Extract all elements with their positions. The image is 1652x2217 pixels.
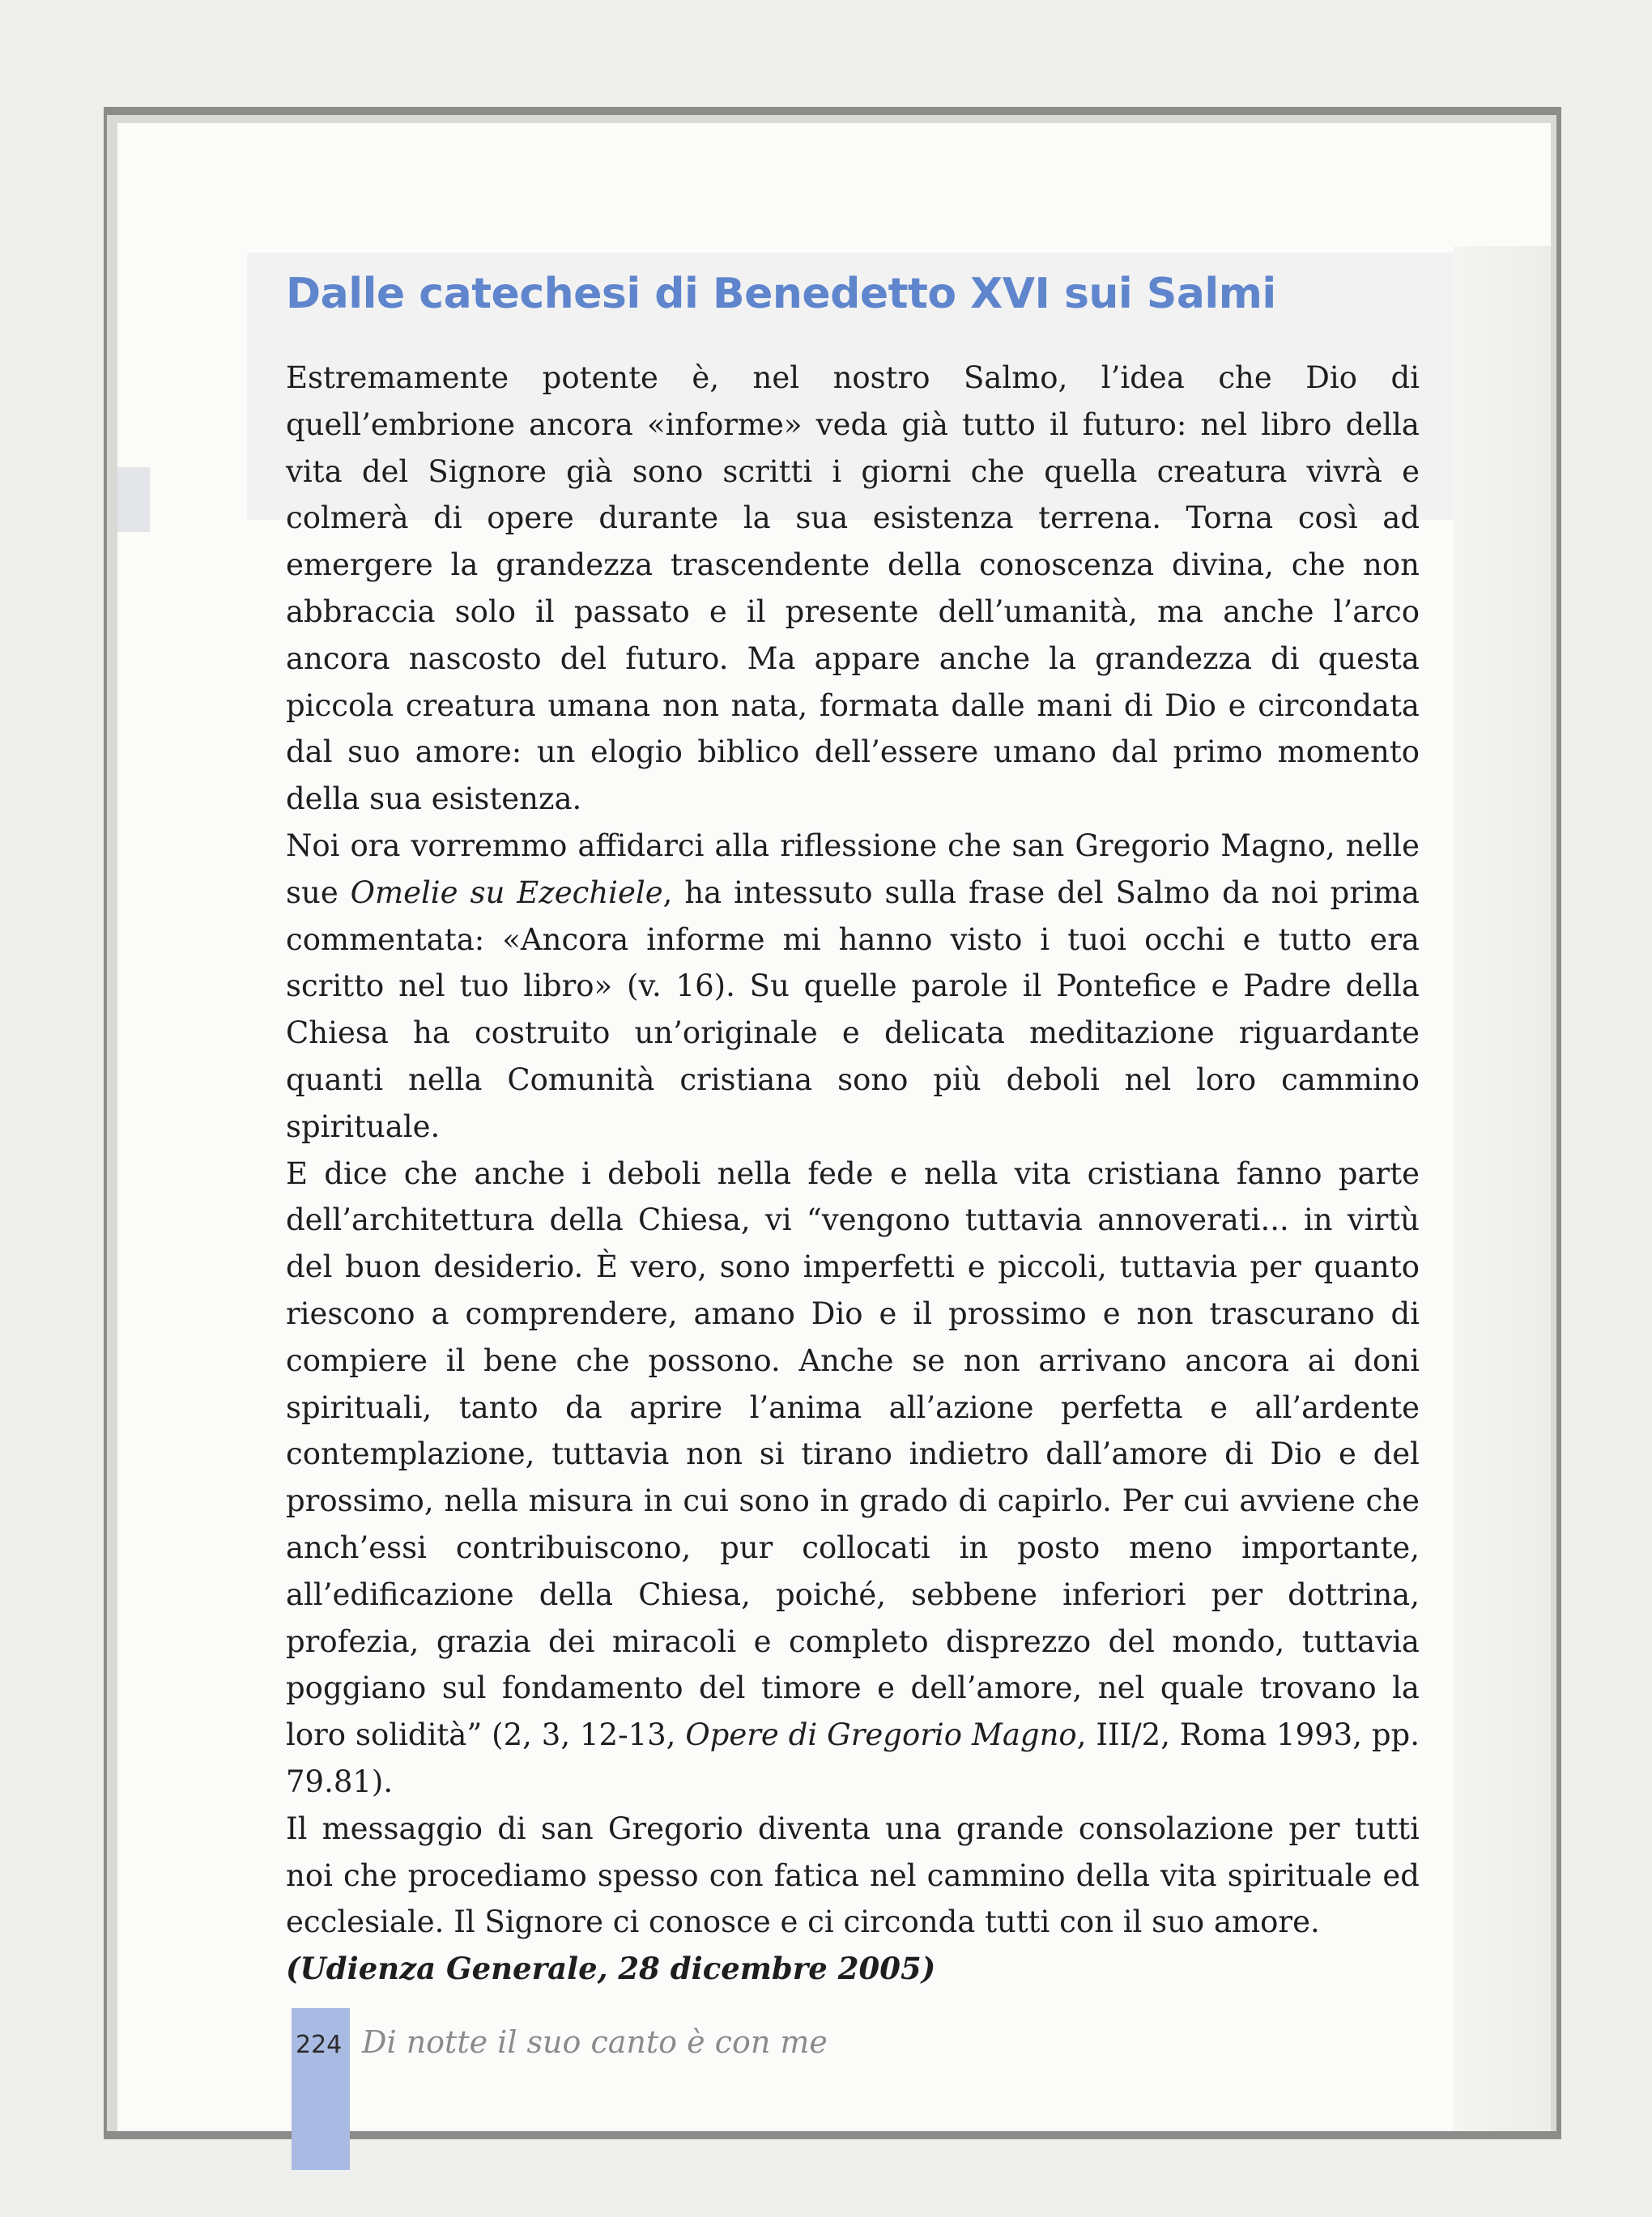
page-content — [286, 267, 1420, 1993]
page-footer — [296, 2024, 828, 2060]
page-number: 224 — [296, 2031, 343, 2059]
paragraph-1: Estremamente potente è, nel nostro Salmo, l’idea che Dio di quell’embrione ancora «informe» veda già tutto il futuro: nel libro della vita del Signore già sono scritti i giorni che quella creatura vivrà e colmerà di opere durante la sua esistenza terrena. Torna così ad emergere la grandezza trascendente della conoscenza divina, che non abbraccia solo il passato e il presente dell’umanità, ma anche l’arco ancora nascosto del futuro. Ma appare anche la grandezza di questa piccola creatura umana non nata, formata dalle mani di Dio e circondata dal suo amore: un elogio biblico dell’essere umano dal primo momento della sua esistenza. — [286, 360, 1420, 817]
paragraph-4: Il messaggio di san Gregorio diventa una grande consolazione per tutti noi che procediamo spesso con fatica nel cammino della vita spirituale ed ecclesiale. Il Signore ci conosce e ci circonda tutti con il suo amore. — [286, 1811, 1420, 1940]
running-title: Di notte il suo canto è con me — [362, 2024, 828, 2060]
body-text — [286, 355, 1420, 1993]
paragraph-3-text-b: , III/2, Roma 1993, pp. 79.81). — [286, 1717, 1420, 1799]
paragraph-3-title-italic: Opere di Gregorio Magno — [685, 1717, 1077, 1753]
paragraph-3-text-a: E dice che anche i deboli nella fede e nella vita cristiana fanno parte dell’architettura della Chiesa, vi “vengono tuttavia annoverati... in virtù del buon desiderio. È vero, sono imperfetti e piccoli, tuttavia per quanto riescono a comprendere, amano Dio e il prossimo e non trascurano di compiere il bene che possono. Anche se non arrivano ancora ai doni spirituali, tanto da aprire l’anima all’azione perfetta e all’ardente contemplazione, tuttavia non si tirano indietro dall’amore di Dio e del prossimo, nella misura in cui sono in grado di capirlo. Per cui avviene che anch’essi contribuiscono, pur collocati in posto meno importante, all’edificazione della Chiesa, poiché, sebbene inferiori per dottrina, profezia, grazia dei miracoli e completo disprezzo del mondo, tuttavia poggiano sul fondamento del timore e dell’amore, nel quale trovano la loro solidità” (2, 3, 12-13, — [286, 1155, 1420, 1753]
paragraph-2 — [286, 823, 1420, 1151]
section-heading: Dalle catechesi di Benedetto XVI sui Salmi — [286, 270, 1276, 318]
paragraph-2-title-italic: Omelie su Ezechiele — [350, 874, 663, 910]
paragraph-2-text-a: Noi ora vorremmo affidarci alla riflessione che san Gregorio Magno, nelle sue — [286, 828, 1420, 910]
page-fold — [1454, 246, 1551, 2131]
paragraph-3 — [286, 1151, 1420, 1806]
show-through-tab — [117, 467, 150, 532]
citation: (Udienza Generale, 28 dicembre 2005) — [286, 1951, 936, 1987]
paragraph-2-text-b: , ha intessuto sulla frase del Salmo da noi prima commentata: «Ancora informe mi hanno visto i tuoi occhi e tutto era scritto nel tuo libro» (v. 16). Su quelle parole il Pontefice e Padre della Chiesa ha costruito un’originale e delicata meditazione riguardante quanti nella Comunità cristiana sono più deboli nel loro cammino spirituale. — [286, 874, 1420, 1144]
